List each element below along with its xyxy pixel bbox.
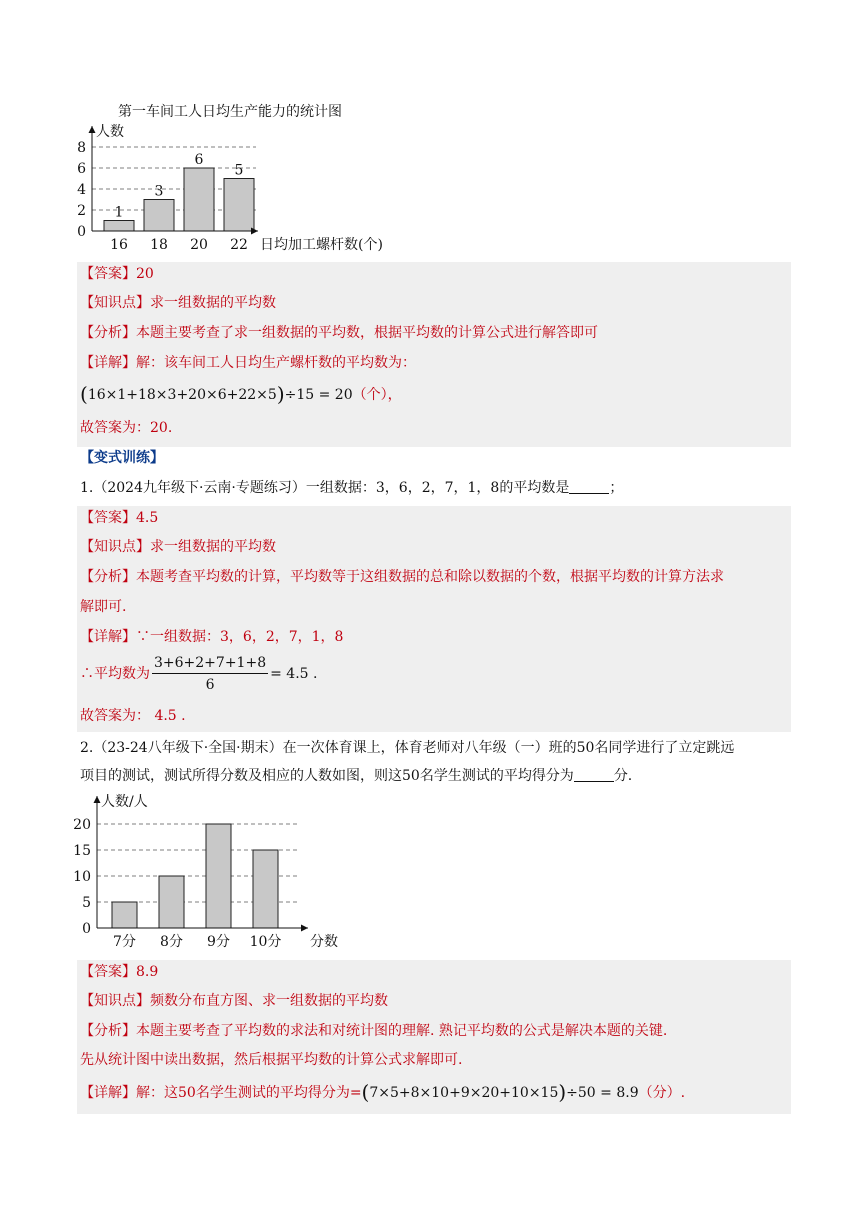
block1-knowledge: 【知识点】求一组数据的平均数 bbox=[80, 295, 276, 311]
variant-heading: 【变式训练】 bbox=[80, 450, 164, 466]
q1-detail: 【详解】∵一组数据：3，6，2，7，1，8 bbox=[80, 629, 344, 645]
chart-test-scores bbox=[70, 788, 360, 950]
y-axis-label: 人数 bbox=[96, 124, 124, 140]
y-tick-label: 8 bbox=[77, 140, 86, 156]
x-tick-label: 10分 bbox=[249, 934, 282, 950]
q2-detail: 【详解】解：这50名学生测试的平均得分为=(7×5+8×10+9×20+10×15)÷50 = 8.9（分）. bbox=[80, 1080, 686, 1104]
x-tick-label: 16 bbox=[110, 237, 128, 253]
chart1-title: 第一车间工人日均生产能力的统计图 bbox=[118, 104, 342, 120]
data-label: 5 bbox=[234, 162, 244, 179]
question-1: 1.（2024九年级下·云南·专题练习）一组数据：3，6，2，7，1，8的平均数是 ； bbox=[80, 480, 624, 496]
x-axis-arrow bbox=[301, 925, 308, 932]
x-tick-label: 9分 bbox=[207, 934, 230, 950]
y-tick-label: 0 bbox=[82, 921, 91, 937]
chart-workshop-production bbox=[70, 98, 410, 260]
bar bbox=[206, 824, 231, 928]
x-tick-label: 7分 bbox=[113, 934, 136, 950]
answer-blank bbox=[569, 479, 609, 494]
y-axis-label: 人数/人 bbox=[101, 794, 148, 810]
y-axis-arrow bbox=[89, 126, 96, 133]
q2-knowledge: 【知识点】频数分布直方图、求一组数据的平均数 bbox=[80, 993, 388, 1009]
y-tick-label: 20 bbox=[73, 817, 91, 833]
q1-answer: 【答案】4.5 bbox=[80, 510, 159, 526]
y-axis-arrow bbox=[94, 796, 101, 803]
data-label: 3 bbox=[154, 183, 164, 200]
y-tick-label: 4 bbox=[77, 182, 86, 198]
block1-conclusion: 故答案为：20. bbox=[80, 420, 173, 436]
data-label: 1 bbox=[114, 204, 124, 221]
q1-analysis-2: 解即可. bbox=[80, 599, 127, 615]
y-tick-label: 2 bbox=[77, 203, 86, 219]
block1-analysis: 【分析】本题主要考查了求一组数据的平均数，根据平均数的计算公式进行解答即可 bbox=[80, 325, 598, 341]
q2-analysis-2: 先从统计图中读出数据，然后根据平均数的计算公式求解即可. bbox=[80, 1052, 463, 1068]
q1-conclusion: 故答案为： 4.5 . bbox=[80, 708, 186, 724]
bar bbox=[112, 902, 137, 928]
y-tick-label: 6 bbox=[77, 161, 86, 177]
bar bbox=[104, 221, 134, 232]
data-label: 6 bbox=[194, 152, 204, 168]
y-tick-label: 0 bbox=[77, 224, 86, 240]
q1-knowledge: 【知识点】求一组数据的平均数 bbox=[80, 539, 276, 555]
y-tick-label: 5 bbox=[82, 895, 91, 911]
block1-formula: (16×1+18×3+20×6+22×5)÷15 = 20（个）， bbox=[80, 382, 402, 406]
answer-blank bbox=[574, 767, 614, 782]
bar bbox=[224, 179, 254, 232]
x-axis-label: 分数 bbox=[310, 934, 338, 950]
q2-answer: 【答案】8.9 bbox=[80, 964, 159, 980]
block1-answer: 【答案】20 bbox=[80, 266, 154, 282]
x-tick-label: 22 bbox=[230, 237, 248, 253]
x-tick-label: 8分 bbox=[160, 934, 183, 950]
q1-analysis-1: 【分析】本题考查平均数的计算，平均数等于这组数据的总和除以数据的个数，根据平均数的计算方法求 bbox=[80, 569, 724, 585]
q2-analysis-1: 【分析】本题主要考查了平均数的求法和对统计图的理解. 熟记平均数的公式是解决本题的关键. bbox=[80, 1023, 668, 1039]
block1-detail: 【详解】解：该车间工人日均生产螺杆数的平均数为： bbox=[80, 355, 416, 371]
x-tick-label: 20 bbox=[190, 237, 208, 253]
question-2-line-1: 2.（23-24八年级下·全国·期末）在一次体育课上，体育老师对八年级（一）班的50名同学进行了立定跳远 bbox=[80, 740, 735, 756]
q1-formula: ∴平均数为 $\frac{3+6+2+7+1+8}{6}$ = 4.5 . bbox=[80, 655, 318, 693]
y-tick-label: 15 bbox=[73, 843, 91, 859]
x-axis-label: 日均加工螺杆数(个) bbox=[260, 237, 383, 253]
bar bbox=[144, 200, 174, 232]
y-tick-label: 10 bbox=[73, 869, 91, 885]
bar bbox=[159, 876, 184, 928]
bar bbox=[253, 850, 278, 928]
question-2-line-2: 项目的测试，测试所得分数及相应的人数如图，则这50名学生测试的平均得分为 分. bbox=[80, 768, 633, 784]
bar bbox=[184, 168, 214, 231]
x-tick-label: 18 bbox=[150, 237, 168, 253]
